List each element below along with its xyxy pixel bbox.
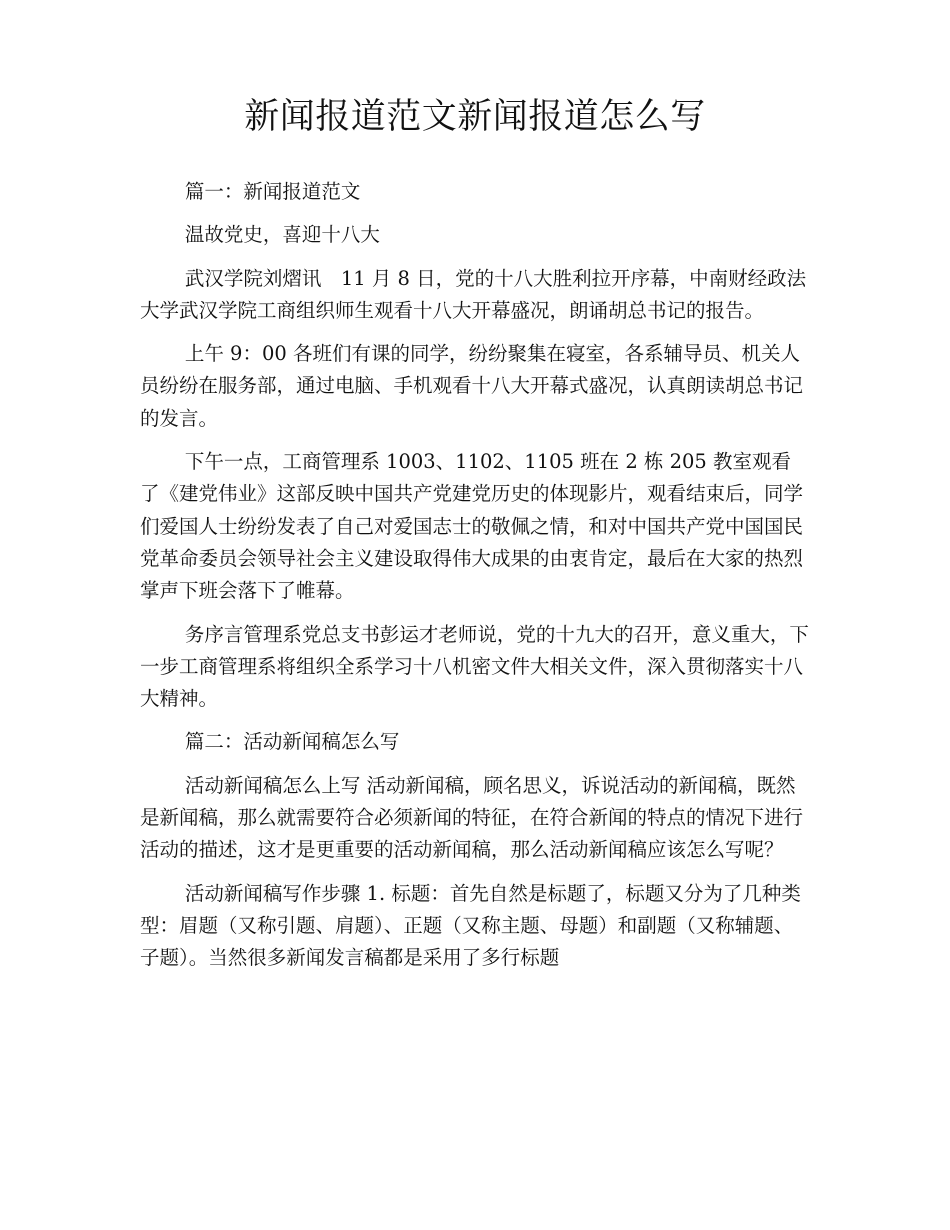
paragraph: 上午 9：00 各班们有课的同学，纷纷聚集在寝室，各系辅导员、机关人员纷纷在服务部，通过电脑、手机观看十八大开幕式盛况，认真朗读胡总书记的发言。 [140,342,804,430]
document-title: 新闻报道范文新闻报道怎么写 [244,97,706,137]
paragraph: 务序言管理系党总支书彭运才老师说，党的十九大的召开，意义重大，下一步工商管理系将组织全系学习十八机密文件大相关文件，深入贯彻落实十八大精神。 [140,622,809,711]
paragraph: 武汉学院刘熠讯 11 月 8 日，党的十八大胜利拉开序幕，中南财经政法大学武汉学院工商组织师生观看十八大开幕盛况，朗诵胡总书记的报告。 [140,266,807,322]
document-body [140,176,810,986]
section-heading-1: 篇一：新闻报道范文 [184,180,361,203]
section-heading-2: 篇二：活动新闻稿怎么写 [184,730,400,754]
paragraph: 下午一点，工商管理系 1003、1102、1105 班在 2 栋 205 教室观看了《建党伟业》这部反映中国共产党建党历史的体现影片，观看结束后，同学们爱国人士纷纷发表了自己对爱国志士的敬佩之情，和对中国共产党中国国民党革命委员会领导社会主义建设取得伟大成果的由衷肯定，最后在大家的热烈掌声下班会落下了帷幕。 [140,450,804,603]
paragraph: 活动新闻稿写作步骤 1. 标题：首先自然是标题了，标题又分为了几种类型：眉题（又称引题、肩题）、正题（又称主题、母题）和副题（又称辅题、子题）。当然很多新闻发言稿都是采用了多行标题 [140,881,801,970]
article-headline: 温故党史，喜迎十八大 [184,223,380,247]
paragraph: 活动新闻稿怎么上写 活动新闻稿，顾名思义，诉说活动的新闻稿，既然是新闻稿，那么就需要符合必须新闻的特征，在符合新闻的特点的情况下进行活动的描述，这才是更重要的活动新闻稿，那么活动新闻稿应该怎么写呢？ [140,773,804,862]
